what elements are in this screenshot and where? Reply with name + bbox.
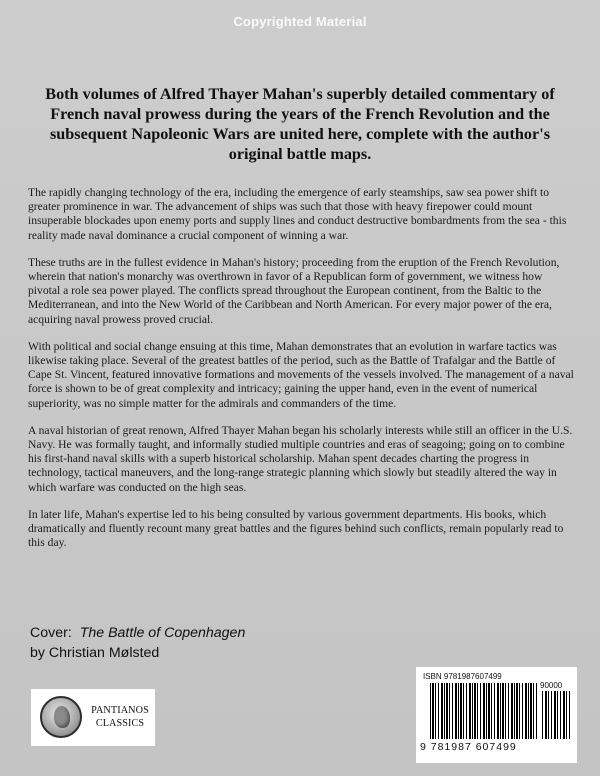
price-barcode-bars-icon [542, 691, 572, 739]
price-code: 90000 [540, 681, 563, 690]
cover-title-line [30, 623, 330, 643]
barcode-bars-icon [430, 683, 538, 739]
coin-portrait-icon [40, 696, 82, 738]
paragraph: With political and social change ensuing at this time, Mahan demonstrates that an evolution in warfare tactics was likewise taking place. Several of the greatest battles of the period, such as the Battle of Trafalgar and the Battle of Cape St. Vincent, featured innovative formations and movements of the vessels involved. The management of a naval force is shown to be of great complexity and intricacy; gaining the upper hand, even in the event of numerical superiority, was no simple matter for the admirals and commanders of the time. [28, 339, 574, 410]
isbn-label: ISBN 9781987607499 [423, 672, 502, 681]
cover-artist: by Christian Mølsted [30, 645, 160, 661]
paragraph: A naval historian of great renown, Alfred Thayer Mahan began his scholarly interests while still an officer in the U.S. Navy. He was formally taught, and informally studied multiple countries and eras of seagoing; going on to combine his first-hand naval skills with a superb historical scholarship. Mahan spent decades charting the progress in technology, tactical maneuvers, and the long-range strategic planning which slowly but steadily altered the way in which warfare was conducted on the high seas. [28, 423, 573, 494]
publisher-logo [31, 689, 155, 746]
paragraph: In later life, Mahan's expertise led to his being consulted by various government departments. His books, which dramatically and fluently recount many great battles and the figures behind such conflicts, remain popularly read to this day. [28, 507, 564, 550]
headline-blurb: Both volumes of Alfred Thayer Mahan's superbly detailed commentary of French naval prowess during the years of the French Revolution and the subsequent Napoleonic Wars are united here, complete with the author's original battle maps. [45, 85, 555, 163]
isbn-barcode [416, 667, 577, 763]
paragraph: These truths are in the fullest evidence in Mahan's history; proceeding from the eruption of the French Revolution, wherein that nation's monarchy was overthrown in favor of a Republican form of government, we witness how pivotal a role sea power played. The conflicts spread throughout the European continent, from the Baltic to the Mediterranean, and into the New World of the Caribbean and North American. For every major power of the era, acquiring naval prowess proved crucial. [28, 255, 560, 326]
publisher-name-line1: PANTIANOS [91, 705, 149, 716]
description-body [28, 186, 574, 563]
publisher-name [87, 704, 153, 730]
publisher-name-line2: CLASSICS [95, 718, 145, 729]
barcode-digits: 9 781987 607499 [420, 741, 517, 753]
cover-label: Cover: [30, 625, 72, 641]
copyright-watermark: Copyrighted Material [233, 14, 367, 29]
cover-title: The Battle of Copenhagen [79, 625, 246, 641]
cover-credit [30, 623, 330, 663]
paragraph: The rapidly changing technology of the era, including the emergence of early steamships, saw sea power shift to greater prominence in war. The advancement of ships was such that those with heavy firepower could mount insuperable blockades upon enemy ports and supply lines and conduct destructive bombardments from the sea - this reality made naval dominance a crucial component of winning a war. [28, 186, 567, 242]
